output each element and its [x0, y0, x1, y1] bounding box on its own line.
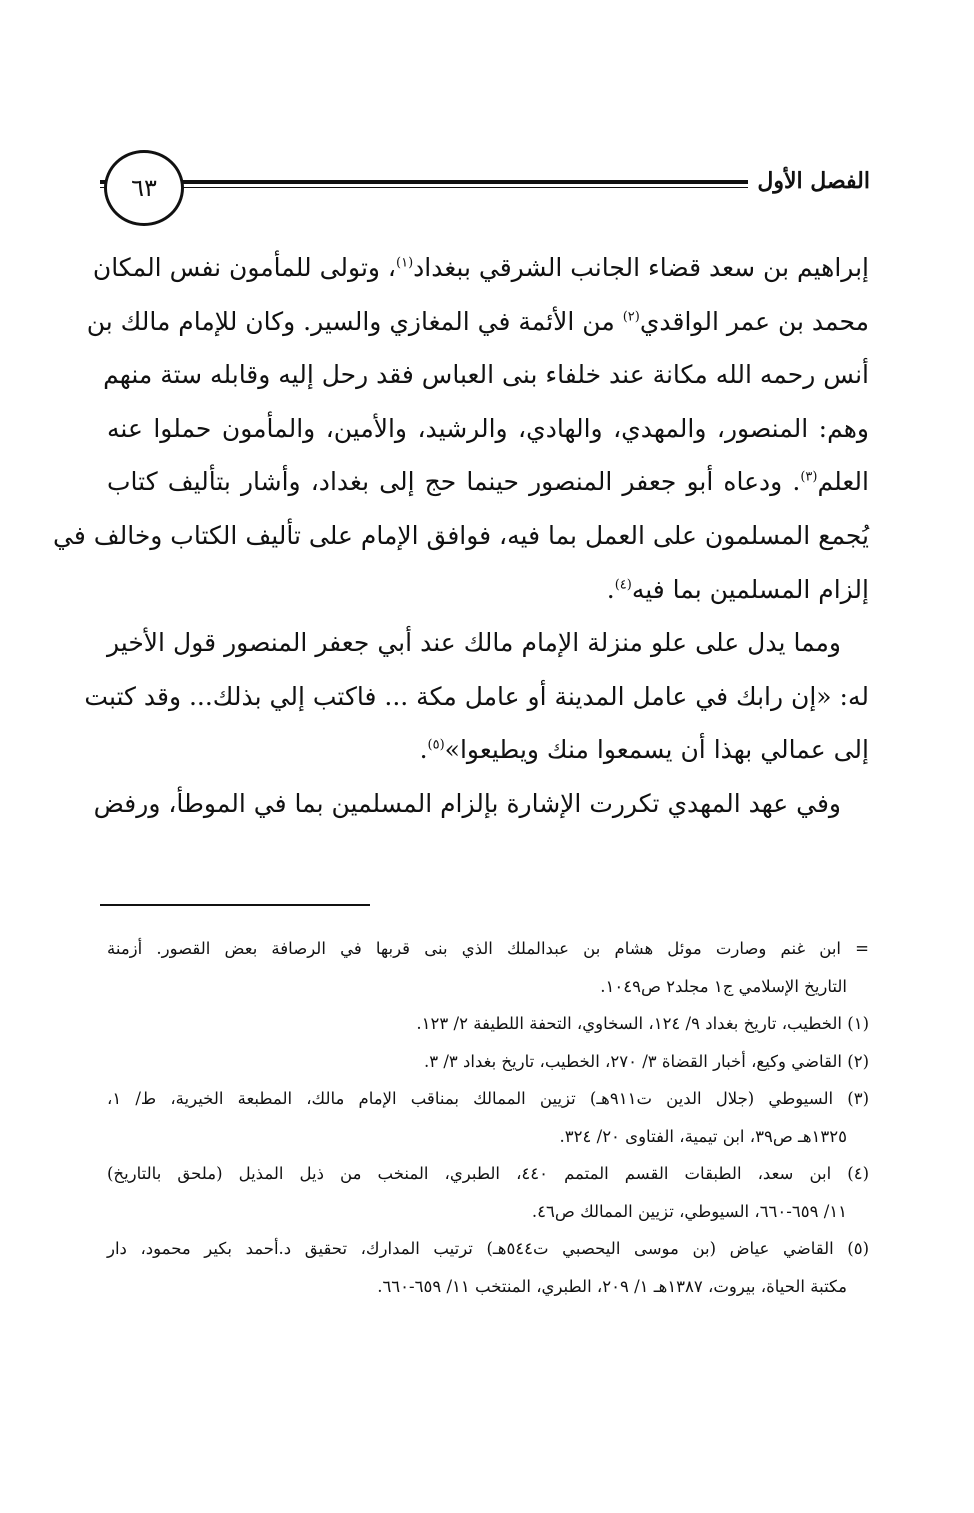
- footnote-line: (١) الخطيب، تاريخ بغداد ٩/ ١٢٤، السخاوي، التحفة اللطيفة ٢/ ١٢٣.: [416, 1014, 869, 1033]
- text-segment: محمد بن عمر الواقدي: [639, 306, 869, 336]
- text-line: [107, 566, 869, 620]
- footnote-line: ١٣٢٥هـ ص٣٩، ابن تيمية، الفتاوى ٢٠/ ٣٢٤.: [559, 1126, 847, 1146]
- footnote-marker: (٣): [800, 470, 818, 486]
- text-segment: أنس رحمه الله مكانة عند خلفاء بنى العباس فقد رحل إليه وقابله ستة منهم: [103, 360, 869, 390]
- footnote-line: مكتبة الحياة، بيروت، ١٣٨٧هـ ١/ ٢٠٩، الطبري، المنتخب ١١/ ٦٥٩-٦٦٠.: [377, 1276, 847, 1296]
- text-line: [92, 244, 869, 298]
- text-segment: .: [606, 574, 615, 604]
- text-segment: . ودعاه أبو جعفر المنصور حينما حج إلى بغداد، وأشار بتأليف كتاب: [107, 467, 801, 497]
- text-line: [84, 673, 869, 727]
- footnotes: [107, 930, 869, 1305]
- text-segment: إلزام المسلمين بما فيه: [631, 574, 869, 604]
- text-line: [52, 512, 869, 566]
- page-number: ٦٣: [104, 150, 184, 226]
- text-line: [107, 458, 869, 512]
- footnote-line: (٥) القاضي عياض (بن موسى اليحصبي ت٥٤٤هـ) ترتيب المدارك، تحقيق د.أحمد بكير محمود، دار: [107, 1239, 869, 1258]
- text-segment: العلم: [817, 467, 869, 497]
- footnote-separator: [100, 904, 370, 906]
- footnote-marker: (١): [396, 255, 414, 271]
- text-segment: ، وتولى للمأمون نفس المكان: [92, 253, 396, 282]
- text-segment: وفي عهد المهدي تكررت الإشارة بإلزام المسلمين بما في الموطأ، ورفض: [93, 788, 841, 818]
- body-text: [52, 244, 869, 834]
- footnote-line: (٢) القاضي وكيع، أخبار القضاة ٣/ ٢٧٠، الخطيب، تاريخ بغداد ٣/ ٣.: [423, 1051, 869, 1071]
- header-rule: [180, 180, 748, 188]
- text-line: [86, 298, 869, 352]
- footnote-line: = ابن غنم وصارت موئل هشام بن عبدالملك الذي بنى قربها في الرصافة بعض القصور. أزمنة: [107, 939, 869, 958]
- footnote-line: التاريخ الإسلامي ج١ مجلد٢ ص١٠٤٩.: [600, 976, 847, 996]
- chapter-title: الفصل الأول: [757, 168, 870, 194]
- text-segment: .: [419, 735, 428, 765]
- footnote-line: (٤) ابن سعد، الطبقات القسم المتمم ٤٤٠، الطبري، المنخب من ذيل المذيل (ملحق بالتاريخ): [107, 1164, 869, 1183]
- text-segment: إبراهيم بن سعد قضاء الجانب الشرقي ببغداد: [413, 253, 869, 282]
- text-line: [107, 619, 869, 673]
- text-segment: إلى عمالي بهذا أن يسمعوا منك ويطيعوا»: [444, 735, 869, 765]
- text-line: [93, 780, 869, 834]
- footnote-line: ١١/ ٦٥٩-٦٦٠، السيوطي، تزيين الممالك ص٤٦.: [531, 1201, 847, 1221]
- footnote-marker: (٢): [622, 309, 640, 325]
- text-segment: ومما يدل على علو منزلة الإمام مالك عند أبي جعفر المنصور قول الأخير: [107, 628, 841, 658]
- text-segment: من الأئمة في المغازي والسير. وكان للإمام مالك بن: [86, 306, 623, 336]
- text-line: [107, 726, 869, 780]
- text-line: [103, 351, 869, 405]
- footnote-marker: (٥): [427, 738, 445, 754]
- footnote-line: (٣) السيوطي (جلال الدين ت٩١١هـ) تزيين الممالك بمناقب الإمام مالك، المطبعة الخيرية، ط/ ١،: [107, 1089, 869, 1108]
- text-line: [107, 405, 869, 459]
- running-header: [100, 150, 870, 222]
- text-segment: يُجمع المسلمون على العمل بما فيه، فوافق الإمام على تأليف الكتاب وخالف في: [52, 520, 869, 550]
- text-segment: له: «إن رابك في عامل المدينة أو عامل مكة ... فاكتب إلي بذلك... وقد كتبت: [84, 681, 869, 711]
- footnote-marker: (٤): [614, 577, 632, 593]
- text-segment: وهم: المنصور، والمهدي، والهادي، والرشيد، والأمين، والمأمون حملوا عنه: [107, 413, 869, 443]
